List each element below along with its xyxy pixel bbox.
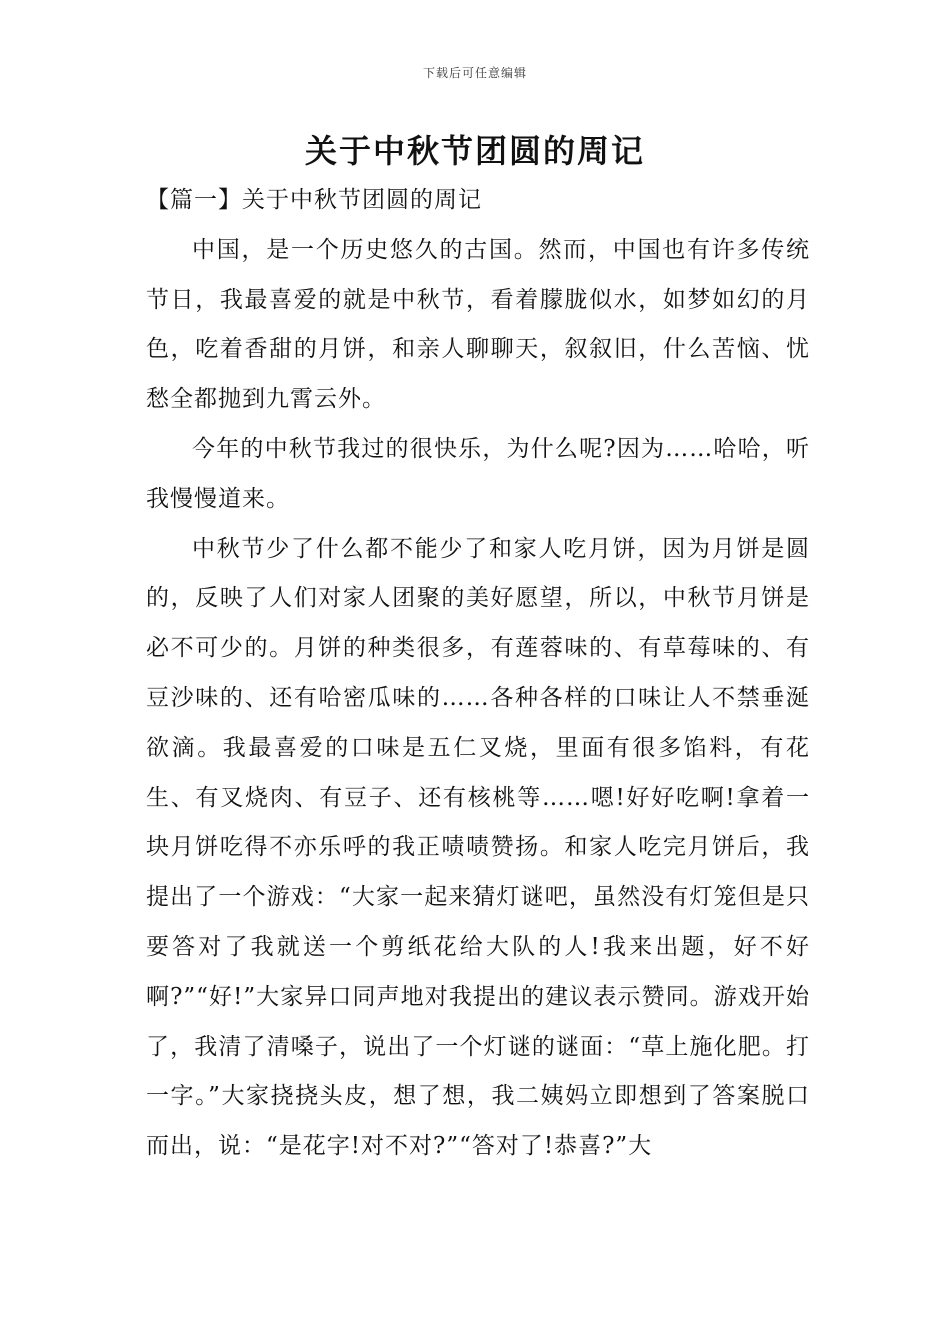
paragraph-2: 今年的中秋节我过的很快乐，为什么呢?因为……哈哈，听我慢慢道来。 bbox=[146, 435, 810, 512]
paragraph-3: 中秋节少了什么都不能少了和家人吃月饼，因为月饼是圆的，反映了人们对家人团聚的美好愿望，所以，中秋节月饼是必不可少的。月饼的种类很多，有莲蓉味的、有草莓味的、有豆沙味的、还有哈密瓜味的……各种各样的口味让人不禁垂涎欲滴。我最喜爱的口味是五仁叉烧，里面有很多馅料，有花生、有叉烧肉、有豆子、还有核桃等……嗯!好好吃啊!拿着一块月饼吃得不亦乐呼的我正啧啧赞扬。和家人吃完月饼后，我提出了一个游戏：“大家一起来猜灯谜吧，虽然没有灯笼但是只要答对了我就送一个剪纸花给大队的人!我来出题，好不好啊?”“好!”大家异口同声地对我提出的建议表示赞同。游戏开始了，我清了清嗓子，说出了一个灯谜的谜面：“草上施化肥。打一字。”大家挠挠头皮，想了想，我二姨妈立即想到了答案脱口而出，说：“是花字!对不对?”“答对了!恭喜?”大 bbox=[146, 535, 810, 1160]
section-heading: 【篇一】关于中秋节团圆的周记 bbox=[146, 187, 482, 213]
header-note: 下载后可任意编辑 bbox=[422, 66, 527, 80]
document-title: 关于中秋节团圆的周记 bbox=[304, 132, 645, 170]
document-body bbox=[146, 176, 810, 1172]
paragraph-1: 中国，是一个历史悠久的古国。然而，中国也有许多传统节日，我最喜爱的就是中秋节，看着朦胧似水，如梦如幻的月色，吃着香甜的月饼，和亲人聊聊天，叙叙旧，什么苦恼、忧愁全都抛到九霄云外。 bbox=[146, 236, 810, 413]
